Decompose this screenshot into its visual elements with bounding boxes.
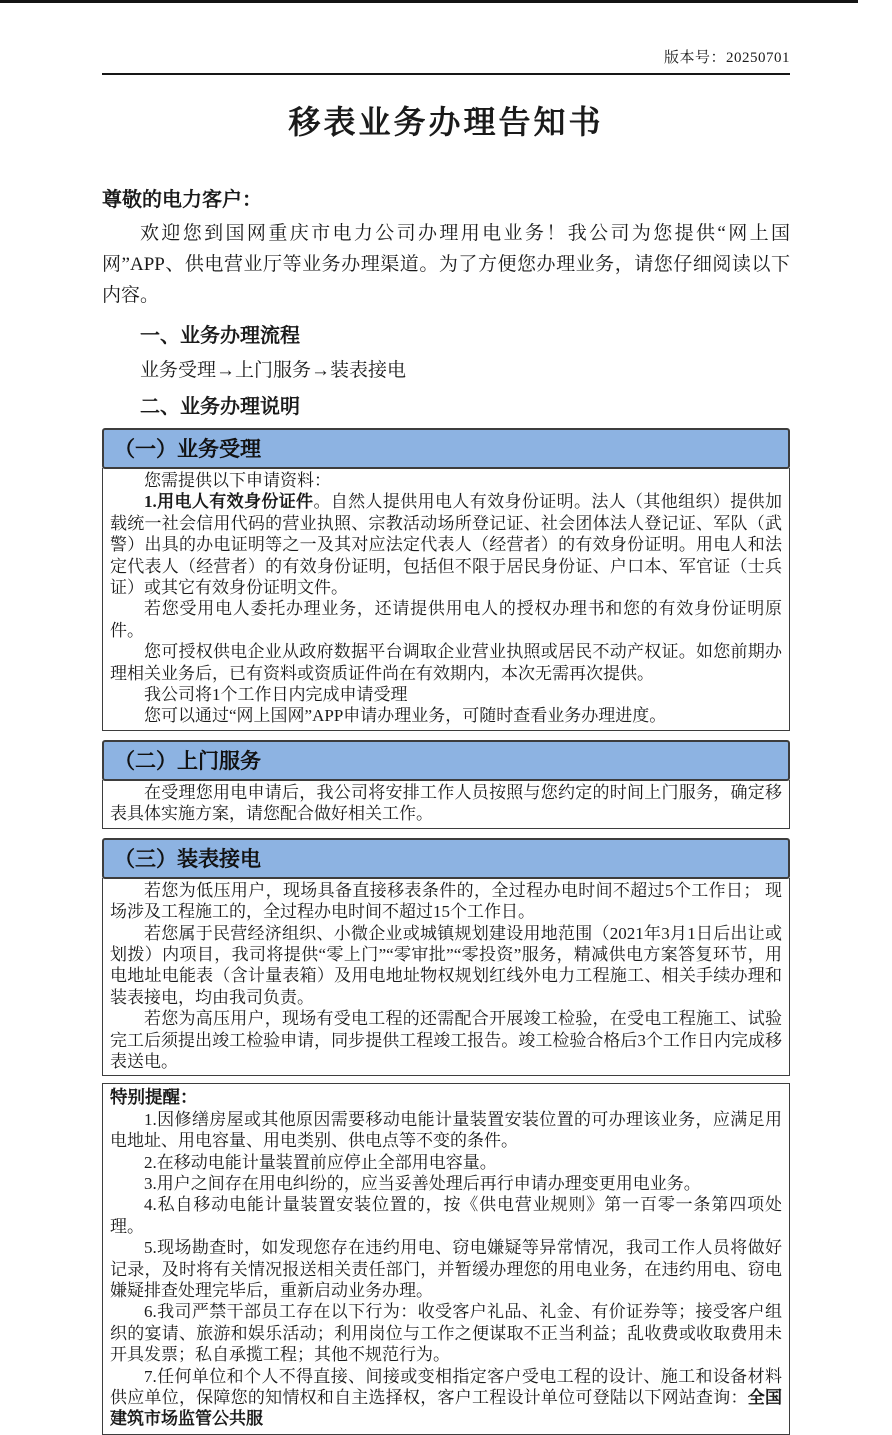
section1-paragraph-2-bold: 1.用电人有效身份证件 xyxy=(144,492,314,512)
welcome-paragraph: 欢迎您到国网重庆市电力公司办理用电业务！我公司为您提供“网上国网”APP、供电营业厅等业务办理渠道。为了方便您办理业务，请您仔细阅读以下内容。 xyxy=(102,223,790,306)
reminder-item-5: 5.现场勘查时，如发现您存在违约用电、窃电嫌疑等异常情况，我司工作人员将做好记录，及时将有关情况报送相关责任部门，并暂缓办理您的用电业务，在违约用电、窃电嫌疑排查处理完毕后，重新启动业务办理。 xyxy=(110,1238,782,1300)
special-reminder-box xyxy=(102,1083,790,1435)
heading-process-description: 二、业务办理说明 xyxy=(140,396,300,418)
version-number: 版本号：20250701 xyxy=(663,50,790,66)
reminder-item-7-bold: 全国建筑市场监管公共服 xyxy=(110,1388,783,1429)
section3-header-meter-installation: （三）装表接电 xyxy=(102,838,790,879)
section1-paragraph-2 xyxy=(110,491,782,598)
reminder-item-3: 3.用户之间存在用电纠纷的，应当妥善处理后再行申请办理变更用电业务。 xyxy=(144,1173,701,1193)
section1-paragraph-5: 我公司将1个工作日内完成申请受理 xyxy=(144,685,408,705)
section1-body xyxy=(102,468,790,731)
reminder-item-2: 2.在移动电能计量装置前应停止全部用电容量。 xyxy=(144,1152,497,1172)
section1-paragraph-3: 若您受用电人委托办理业务，还请提供用电人的授权办理书和您的有效身份证明原件。 xyxy=(110,599,782,640)
reminder-item-1: 1.因修缮房屋或其他原因需要移动电能计量装置安装位置的可办理该业务，应满足用电地址、用电容量、用电类别、供电点等不变的条件。 xyxy=(110,1109,782,1151)
page-top-border xyxy=(0,0,858,3)
heading-process-flow: 一、业务办理流程 xyxy=(140,325,300,347)
reminder-item-7 xyxy=(110,1366,782,1430)
reminder-item-7-text: 7.任何单位和个人不得直接、间接或变相指定客户受电工程的设计、施工和设备材料供应单位，保障您的知情权和自主选择权，客户工程设计单位可登陆以下网站查询： xyxy=(110,1366,782,1408)
section3-paragraph-2: 若您属于民营经济组织、小微企业或城镇规划建设用地范围（2021年3月1日后出让或划拨）内项目，我司将提供“零上门”“零审批”“零投资”服务，精减供电方案答复环节，用电地址电能表（含计量表箱）及用电地址物权规划红线外电力工程施工、相关手续办理和装表接电，均由我司负责。 xyxy=(110,923,782,1007)
section1-header-acceptance: （一）业务受理 xyxy=(102,428,790,469)
section3-paragraph-3: 若您为高压用户，现场有受电工程的还需配合开展竣工检验，在受电工程施工、试验完工后须提出竣工检验申请，同步提供工程竣工报告。竣工检验合格后3个工作日内完成移表送电。 xyxy=(110,1009,782,1071)
document-title: 移表业务办理告知书 xyxy=(288,104,604,140)
special-reminder-heading: 特别提醒： xyxy=(110,1087,198,1108)
process-flow-steps: 业务受理→上门服务→装表接电 xyxy=(140,360,407,381)
section1-paragraph-1: 您需提供以下申请资料： xyxy=(144,471,331,490)
section3-body xyxy=(102,878,790,1077)
section2-body xyxy=(102,780,790,829)
salutation: 尊敬的电力客户： xyxy=(102,189,262,211)
section1-paragraph-6: 您可以通过“网上国网”APP申请办理业务，可随时查看业务办理进度。 xyxy=(144,706,667,726)
section2-header-door-service: （二）上门服务 xyxy=(102,740,790,781)
section2-paragraph-1: 在受理您用电申请后，我公司将安排工作人员按照与您约定的时间上门服务，确定移表具体实施方案，请您配合做好相关工作。 xyxy=(110,782,782,824)
section3-paragraph-1: 若您为低压用户，现场具备直接移表条件的，全过程办电时间不超过5个工作日； 现场涉及工程施工的，全过程办电时间不超过15个工作日。 xyxy=(110,880,782,922)
reminder-item-6: 6.我司严禁干部员工存在以下行为：收受客户礼品、礼金、有价证券等；接受客户组织的宴请、旅游和娱乐活动；利用岗位与工作之便谋取不正当利益；乱收费或收取费用未开具发票；私自承揽工程；其他不规范行为。 xyxy=(110,1302,782,1365)
section1-paragraph-4: 您可授权供电企业从政府数据平台调取企业营业执照或居民不动产权证。如您前期办理相关业务后，已有资料或资质证件尚在有效期内，本次无需再次提供。 xyxy=(110,642,782,683)
header-divider xyxy=(102,73,790,75)
document-body xyxy=(102,0,790,1435)
reminder-item-4: 4.私自移动电能计量装置安装位置的，按《供电营业规则》第一百零一条第四项处理。 xyxy=(110,1195,782,1236)
section1-paragraph-2-rest: 。自然人提供用电人有效身份证明。法人（其他组织）提供加载统一社会信用代码的营业执照、宗教活动场所登记证、社会团体法人登记证、军队（武警）出具的办电证明等之一及其对应法定代表人（经营者）的有效身份证明。用电人和法定代表人（经营者）的有效身份证明，包括但不限于居民身份证、户口本、军官证（士兵证）或其它有效身份证明文件。 xyxy=(110,492,783,598)
